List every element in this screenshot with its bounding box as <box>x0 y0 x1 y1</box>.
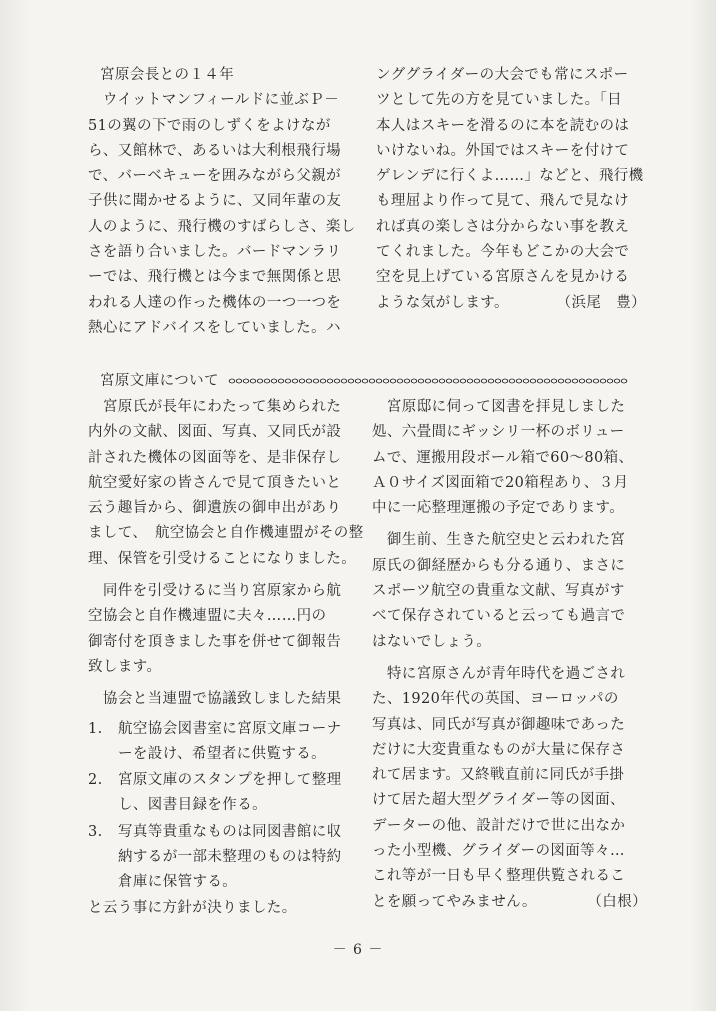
text-line: われる人達の作った機体の一つ一つを <box>88 294 342 311</box>
text-line: ーを設け、希望者に供覧する。 <box>118 745 327 762</box>
text-line: ムで、運搬用段ボール箱で60～80箱、 <box>372 449 634 466</box>
text-line: 計された機体の図面等を、是非保存し <box>88 449 342 466</box>
section2-right-column <box>372 395 647 915</box>
list-item <box>88 820 358 896</box>
list-number: 2. <box>88 772 103 789</box>
text-line: いけないね。外国ではスキーを付けて <box>376 142 630 159</box>
text-line: 致します。 <box>88 658 162 675</box>
page-number: － 6 － <box>332 942 384 958</box>
text-line: 御生前、生きた航空史と云われた宮 <box>372 532 626 549</box>
text-line: べて保存されていると云っても過言で <box>372 608 626 625</box>
text-line: 熱心にアドバイスをしていました。ハ <box>88 319 341 336</box>
text-line: 原氏の御経歴からも分る通り、まさに <box>372 557 626 574</box>
text-line: だけに大変貴重なものが大量に保存さ <box>372 741 626 758</box>
text-line: 人のように、飛行機のすばらしさ、楽し <box>88 218 356 235</box>
section2-list <box>88 717 358 896</box>
signature: （浜尾 豊） <box>556 294 646 311</box>
paragraph <box>88 579 358 680</box>
text-line: ら、又館林で、あるいは大利根飛行場 <box>88 142 342 159</box>
text-line: ような気がします。 <box>376 294 509 311</box>
text-line: れば真の楽しさは分からない事を教え <box>376 218 630 235</box>
text-line: 航空愛好家の皆さんで見て頂きたいと <box>88 474 342 491</box>
text-line: ゲレンデに行くよ……」などと、飛行機 <box>376 168 644 185</box>
text-line: はないでしょう。 <box>372 633 492 650</box>
paragraph <box>372 662 647 915</box>
text-line: ンググライダーの大会でも常にスポー <box>376 67 629 83</box>
text-line: 航空協会図書室に宮原文庫コーナ <box>118 720 342 737</box>
text-line: てくれました。今年もどこかの大会で <box>376 244 630 261</box>
signature-line <box>376 291 646 316</box>
text-line: 子供に聞かせるように、又同年輩の友 <box>88 193 342 210</box>
text-line: った小型機、グライダーの図面等々… <box>372 843 625 860</box>
text-line: データーの他、設計だけで世に出なか <box>372 817 626 834</box>
text-line: 宮原邸に伺って図書を拝見しました <box>372 399 626 415</box>
text-line: ツとして先の方を見ていました。「日 <box>376 92 623 109</box>
section2-left-column <box>88 395 364 921</box>
text-line: 写真は、同氏が写真が御趣味であった <box>372 716 626 733</box>
section1-heading: 宮原会長との１４年 <box>100 67 235 83</box>
text-line: 内外の文献、図面、写真、又同氏が設 <box>88 424 342 441</box>
list-item-first-line <box>88 820 358 845</box>
text-line: 協会と当連盟で協議致しました結果 <box>88 691 342 708</box>
text-line: スポーツ航空の貴重な文献、写真がす <box>372 583 625 600</box>
text-line: ーでは、飛行機とは今まで無関係と思 <box>88 269 342 286</box>
signature-line <box>372 890 647 915</box>
section2-right-text <box>372 395 647 915</box>
text-line: 51の翼の下で雨のしずくをよけなが <box>88 117 331 134</box>
section2-left-text <box>88 395 364 713</box>
section1-left-column <box>88 63 354 341</box>
text-line: 納するが一部未整理のものは特約 <box>118 849 342 866</box>
paragraph <box>88 687 358 712</box>
text-line: 写真等貴重なものは同図書館に収 <box>118 823 342 840</box>
text-line: 空協会と自作機連盟に夫々……円の <box>88 608 327 625</box>
text-line: 処、六畳間にギッシリ一杯のボリュー <box>372 424 625 441</box>
text-line: れて居ます。又終戦直前に同氏が手掛 <box>372 767 625 784</box>
text-line: けて居た超大型グライダー等の図面、 <box>372 792 625 809</box>
text-line: 同件を引受けるに当り宮原家から航 <box>88 583 342 600</box>
text-line: 云う趣旨から、御遺族の御申出があり <box>88 500 342 517</box>
text-line: 中に一応整理運搬の予定であります。 <box>372 500 625 517</box>
text-line: 特に宮原さんが青年時代を過ごされ <box>372 665 626 682</box>
text-line: で、バーベキューを囲みながら父親が <box>88 168 342 185</box>
section1-right-column <box>376 63 646 316</box>
text-line: 倉庫に保管する。 <box>118 874 238 891</box>
text-line: さを語り合いました。バードマンラリ <box>88 244 342 261</box>
list-number: 1. <box>88 720 103 737</box>
chain-divider <box>228 377 628 385</box>
text-line: 宮原氏が長年にわたって集められた <box>88 399 342 415</box>
text-line: た、1920年代の英国、ヨーロッパの <box>372 691 619 708</box>
section2-left-closing: と云う事に方針が決りました。 <box>88 899 297 916</box>
section1-right-text <box>376 63 646 316</box>
text-line: し、図書目録を作る。 <box>118 797 267 814</box>
text-line: 空を見上げている宮原さんを見かける <box>376 269 630 286</box>
list-item <box>88 717 358 768</box>
list-number: 3. <box>88 823 103 840</box>
text-line: これ等が一日も早く整理供覧されるこ <box>372 868 626 885</box>
text-line: 宮原文庫のスタンプを押して整理 <box>118 772 342 789</box>
text-line: 理、保管を引受けることになりました。 <box>88 550 357 567</box>
section2-heading: 宮原文庫について <box>100 373 219 389</box>
paragraph <box>372 528 647 654</box>
paragraph <box>88 395 364 572</box>
text-line: 本人はスキーを滑るのに本を読むのは <box>376 117 630 134</box>
list-item-first-line <box>88 768 358 793</box>
text-line: まして、 航空協会と自作機連盟がその整 <box>88 525 364 542</box>
section1-left-text <box>88 88 354 341</box>
paragraph <box>372 395 647 521</box>
text-line: 御寄付を頂きました事を併せて御報告 <box>88 633 342 650</box>
signature: （白根） <box>587 893 647 910</box>
list-item-first-line <box>88 717 358 742</box>
text-line: Ａ０サイズ図面箱で20箱程あり、３月 <box>372 474 629 491</box>
text-line: とを願ってやみません。 <box>372 893 537 910</box>
list-item <box>88 768 358 819</box>
text-line: も理屈より作って見て、飛んで見なけ <box>376 193 630 210</box>
text-line: ウイットマンフィールドに並ぶＰ－ <box>88 92 340 109</box>
